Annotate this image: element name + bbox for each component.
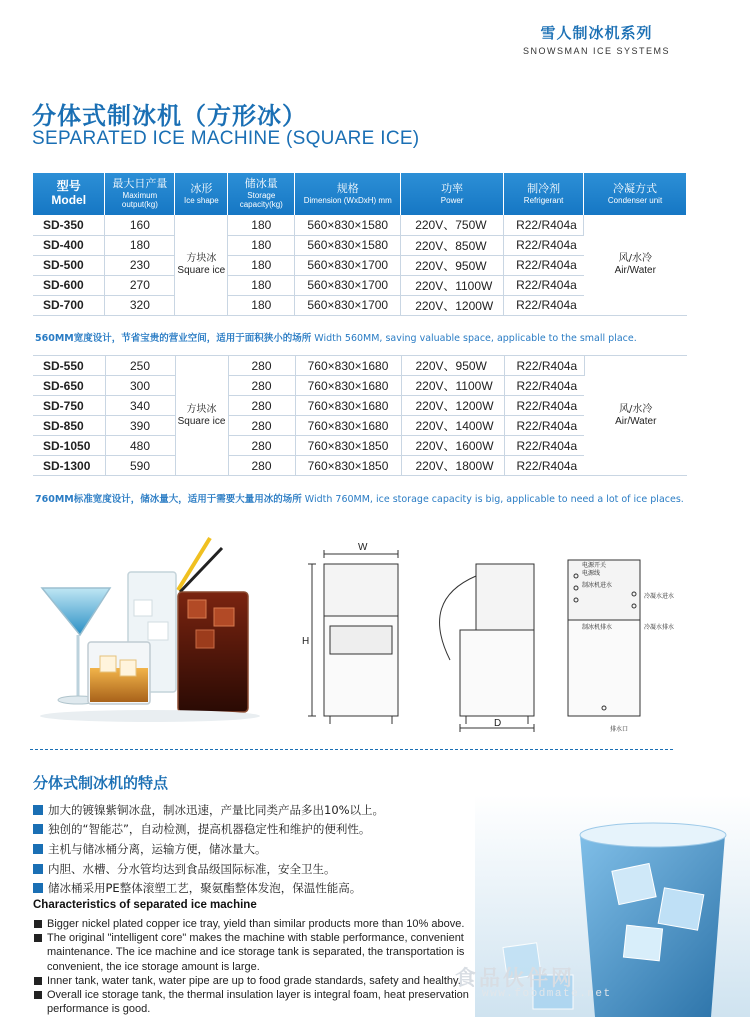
header-storage: 储冰量 Storage capacity(kg) <box>228 173 295 215</box>
cell-power: 220V、950W <box>401 255 504 275</box>
cell-output: 160 <box>105 215 175 235</box>
cell-dimension: 560×830×1700 <box>295 275 401 295</box>
cell-ice-shape: 方块冰 Square ice <box>175 356 228 476</box>
feature-item-en: Bigger nickel plated copper ice tray, yield than similar products more than 10% above. <box>33 917 473 931</box>
cell-power: 220V、1100W <box>401 376 504 396</box>
drinks-photo <box>30 530 270 730</box>
bullet-icon <box>33 864 43 874</box>
cell-condenser: 风/水冷 Air/Water <box>584 356 687 476</box>
cell-model: SD-500 <box>33 255 105 275</box>
cell-model: SD-600 <box>33 275 105 295</box>
cell-dimension: 760×830×1680 <box>295 356 401 376</box>
cell-power: 220V、850W <box>401 235 504 255</box>
label-power-switch: 电源开关 <box>582 562 607 569</box>
bullet-icon <box>33 844 43 854</box>
cell-storage: 180 <box>228 295 295 315</box>
watermark-text: 食品伙伴网 <box>455 966 575 990</box>
header-refrigerant: 制冷剂 Refrigerant <box>504 173 584 215</box>
cell-power: 220V、750W <box>401 215 504 235</box>
brand-name-cn: 雪人制冰机系列 <box>540 24 653 42</box>
cell-condenser: 风/水冷 Air/Water <box>584 215 687 315</box>
cell-ice-shape: 方块冰 Square ice <box>175 215 228 315</box>
cell-dimension: 760×830×1680 <box>295 396 401 416</box>
cell-dimension: 760×830×1850 <box>295 456 401 476</box>
cell-dimension: 760×830×1850 <box>295 436 401 456</box>
cell-output: 300 <box>105 376 175 396</box>
section-divider <box>30 749 673 750</box>
header-ice-shape: 冰形 Ice shape <box>175 173 228 215</box>
bullet-icon <box>33 883 43 893</box>
cell-refrigerant: R22/R404a <box>504 275 584 295</box>
cell-output: 340 <box>105 396 175 416</box>
feature-item-cn: 主机与储冰桶分离，运输方便，储冰量大。 <box>33 839 384 859</box>
features-list-en <box>33 917 473 1016</box>
cell-output: 390 <box>105 416 175 436</box>
header-dimension: 规格 Dimension (WxDxH) mm <box>295 173 401 215</box>
cell-model: SD-550 <box>33 356 105 376</box>
spec-table-560 <box>33 173 687 316</box>
cell-power: 220V、1400W <box>401 416 504 436</box>
cell-dimension: 560×830×1700 <box>295 255 401 275</box>
page-title-cn: 分体式制冰机（方形冰） <box>32 102 307 130</box>
cell-storage: 180 <box>228 275 295 295</box>
cell-refrigerant: R22/R404a <box>504 215 584 235</box>
cell-model: SD-1300 <box>33 456 105 476</box>
cell-model: SD-350 <box>33 215 105 235</box>
cell-power: 220V、1800W <box>401 456 504 476</box>
cell-dimension: 560×830×1700 <box>295 295 401 315</box>
cell-model: SD-400 <box>33 235 105 255</box>
drawing-depth-label: D <box>494 718 502 729</box>
cell-refrigerant: R22/R404a <box>504 295 584 315</box>
cell-model: SD-1050 <box>33 436 105 456</box>
watermark-url: www.foodmate.net <box>482 988 612 1000</box>
cell-storage: 280 <box>228 356 295 376</box>
header-condenser: 冷凝方式 Condenser unit <box>584 173 687 215</box>
label-condenser-inlet: 冷凝水进水 <box>644 593 675 600</box>
drawing-height-label: H <box>302 636 310 647</box>
cell-model: SD-700 <box>33 295 105 315</box>
feature-item-en: Inner tank, water tank, water pipe are up to food grade standards, safety and healthy. <box>33 974 473 988</box>
table-row <box>33 215 687 235</box>
cell-output: 270 <box>105 275 175 295</box>
cell-dimension: 760×830×1680 <box>295 416 401 436</box>
cell-refrigerant: R22/R404a <box>504 255 584 275</box>
label-machine-inlet: 制冰机进水 <box>582 582 613 589</box>
dimension-drawing <box>300 540 690 740</box>
cell-storage: 280 <box>228 456 295 476</box>
cell-refrigerant: R22/R404a <box>504 235 584 255</box>
cell-refrigerant: R22/R404a <box>504 416 584 436</box>
cell-model: SD-850 <box>33 416 105 436</box>
note-760-en: Width 760MM, ice storage capacity is big, applicable to need a lot of ice places. <box>304 494 684 505</box>
cell-storage: 180 <box>228 215 295 235</box>
features-list-cn <box>33 800 384 898</box>
cell-model: SD-750 <box>33 396 105 416</box>
cell-refrigerant: R22/R404a <box>504 396 584 416</box>
cell-refrigerant: R22/R404a <box>504 456 584 476</box>
brand-name-en: SNOWSMAN ICE SYSTEMS <box>522 46 670 56</box>
feature-item-cn: 储冰桶采用PE整体滚塑工艺，聚氨酯整体发泡，保温性能高。 <box>33 878 384 898</box>
cell-dimension: 560×830×1580 <box>295 235 401 255</box>
feature-item-cn: 内胆、水槽、分水管均达到食品级国际标准，安全卫生。 <box>33 859 384 879</box>
brand-logo <box>523 22 670 56</box>
note-760-cn: 760MM标准宽度设计，储冰量大，适用于需要大量用冰的场所 <box>35 494 302 505</box>
cell-dimension: 560×830×1580 <box>295 215 401 235</box>
header-output: 最大日产量 Maximum output(kg) <box>105 173 175 215</box>
spec-table-760 <box>33 355 687 476</box>
cell-refrigerant: R22/R404a <box>504 436 584 456</box>
cell-dimension: 760×830×1680 <box>295 376 401 396</box>
bullet-icon <box>33 824 43 834</box>
bullet-icon <box>33 805 43 815</box>
table-row <box>33 356 687 376</box>
feature-item-en: The original "intelligent core" makes the machine with stable performance, convenient maintenance. The ice machine and ice storage tank is separated, the transportation is convenient, the ice storage amount is large. <box>33 931 473 974</box>
cell-refrigerant: R22/R404a <box>504 356 584 376</box>
cell-output: 590 <box>105 456 175 476</box>
label-drain-port: 排水口 <box>610 726 629 733</box>
features-title-cn: 分体式制冰机的特点 <box>33 774 169 792</box>
label-machine-drain: 制冰机排水 <box>582 624 613 631</box>
feature-item-cn: 独创的“智能芯”，自动检测，提高机器稳定性和维护的便利性。 <box>33 820 384 840</box>
cell-storage: 180 <box>228 255 295 275</box>
features-title-en: Characteristics of separated ice machine <box>33 899 257 911</box>
cell-output: 480 <box>105 436 175 456</box>
cell-storage: 280 <box>228 436 295 456</box>
cell-model: SD-650 <box>33 376 105 396</box>
cell-storage: 280 <box>228 416 295 436</box>
note-760 <box>35 491 684 505</box>
note-560-cn: 560MM宽度设计，节省宝贵的营业空间，适用于面积狭小的场所 <box>35 333 312 344</box>
cell-output: 250 <box>105 356 175 376</box>
label-condenser-drain: 冷凝水排水 <box>644 624 675 631</box>
label-power-cord: 电源线 <box>582 570 601 577</box>
cell-power: 220V、1600W <box>401 436 504 456</box>
header-power: 功率 Power <box>401 173 504 215</box>
page-title-en: SEPARATED ICE MACHINE (SQUARE ICE) <box>32 128 420 149</box>
cell-storage: 280 <box>228 376 295 396</box>
cell-power: 220V、1200W <box>401 396 504 416</box>
cell-power: 220V、1200W <box>401 295 504 315</box>
cell-power: 220V、950W <box>401 356 504 376</box>
cell-refrigerant: R22/R404a <box>504 376 584 396</box>
header-model: 型号 Model <box>33 173 105 215</box>
cell-output: 180 <box>105 235 175 255</box>
cell-storage: 180 <box>228 235 295 255</box>
drawing-width-label: W <box>358 542 368 553</box>
table-header-row <box>33 173 687 215</box>
cell-output: 230 <box>105 255 175 275</box>
note-560 <box>35 330 637 344</box>
note-560-en: Width 560MM, saving valuable space, applicable to the small place. <box>314 333 637 344</box>
feature-item-cn: 加大的镀镍紫铜冰盘，制冰迅速，产量比同类产品多出10%以上。 <box>33 800 384 820</box>
feature-item-en: Overall ice storage tank, the thermal insulation layer is integral foam, heat preservation performance is good. <box>33 988 473 1016</box>
cell-storage: 280 <box>228 396 295 416</box>
cell-power: 220V、1100W <box>401 275 504 295</box>
cell-output: 320 <box>105 295 175 315</box>
